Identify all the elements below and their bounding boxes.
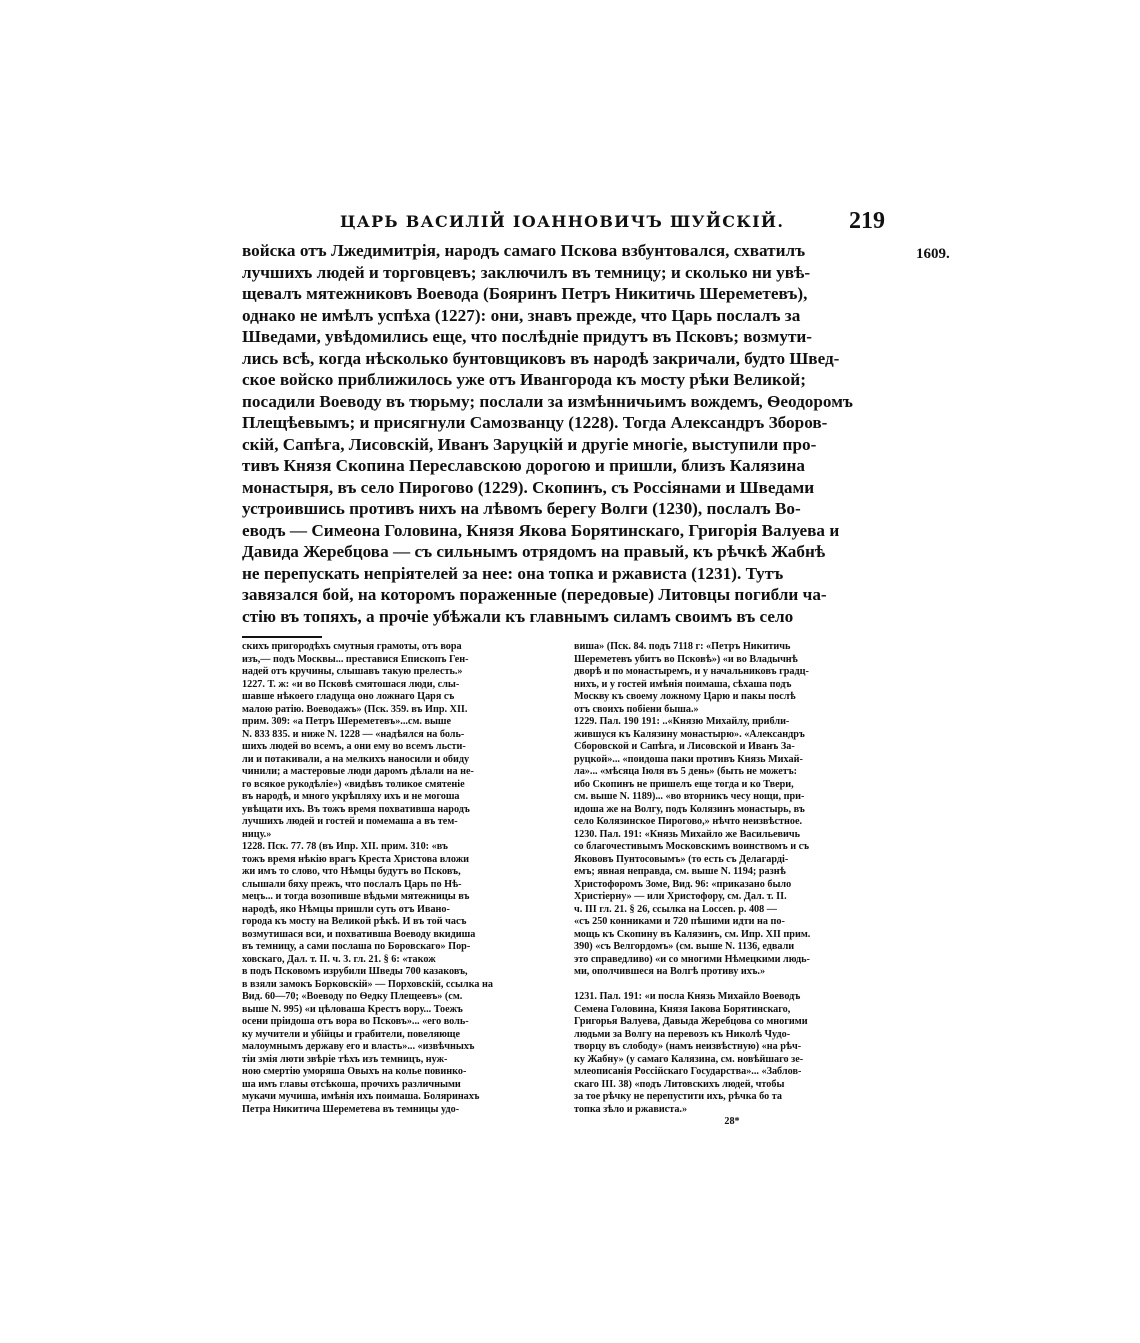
footnote-line: Шереметевъ убитъ во Псковѣ») «и во Владычнѣ — [574, 653, 798, 665]
main-text-line: Давида Жеребцова — съ сильнымъ отрядомъ на правый, къ рѣчкѣ Жабнѣ — [242, 542, 826, 561]
footnote-line: скаго III. 38) «подъ Литовскихъ людей, чтобы — [574, 1078, 785, 1090]
main-text-line: войска отъ Лжедимитрія, народъ самаго Пскова взбунтовался, схватилъ — [242, 241, 806, 260]
main-text-line: однако не имѣлъ успѣха (1227): они, знавъ прежде, что Царь послалъ за — [242, 305, 801, 325]
footnote-line: емъ; явная неправда, см. выше N. 1194; разнѣ — [574, 866, 786, 877]
footnote-line: ку мучители и убійцы и грабители, повеляюще — [242, 1028, 461, 1040]
footnote-line: дворѣ и по монастыремъ, и у начальниковъ градц- — [574, 666, 809, 677]
footnote-line: малою ратію. Воеводажъ» (Пск. 359. въ Ипр. XII. — [242, 703, 468, 715]
footnote-line: Христофоромъ Зоме, Вид. 96: «приказано было — [574, 878, 792, 890]
footnote-line: Вид. 60—70; «Воеводу по Ѳедку Плещеевъ» (см. — [242, 991, 463, 1002]
footnote-line: Москву къ своему ложному Царю и пакы послѣ — [574, 691, 796, 702]
main-text-line: лучшихъ людей и торговцевъ; заключилъ въ темницу; и сколько ни увѣ- — [242, 262, 811, 282]
footnote-line: 1229. Пал. 190 191: ..«Князю Михайлу, прибли- — [574, 716, 790, 727]
footnote-line: ницу.» — [242, 828, 272, 840]
footnote-line: Семена Головина, Князя Іакова Борятинскаго, — [574, 1003, 791, 1015]
footnote-line: ховскаго, Дал. т. II. ч. 3. гл. 21. § 6: «також — [242, 953, 436, 965]
signature-mark: 28* — [724, 1116, 740, 1127]
main-text-line: лись всѣ, когда нѣсколько бунтовщиковъ въ народѣ закричали, будто Швед- — [242, 348, 840, 368]
main-text-line: Плещѣевымъ; и присягнули Самозванцу (1228). Тогда Александръ Зборов- — [242, 413, 828, 432]
main-text-line: не перепускать непріятелей за нее: она топка и ржависта (1231). Тутъ — [242, 563, 784, 583]
footnotes-right-column — [574, 641, 890, 1129]
running-head — [340, 208, 885, 238]
running-title: ЦАРЬ ВАСИЛІЙ ІОАННОВИЧЪ ШУЙСКІЙ. — [340, 212, 785, 231]
footnote-line: возмутишася вси, и похвативша Воеводу вкидиша — [242, 928, 476, 940]
main-text-line: Шведами, увѣдомились еще, что послѣдніе придутъ въ Псковъ; возмути- — [242, 327, 813, 346]
footnote-line: чинили; а мастеровые люди даромъ дѣлали на не- — [242, 766, 474, 777]
footnote-line: прим. 309: «а Петръ Шереметевъ»...см. выше — [242, 716, 452, 727]
footnote-line: скихъ пригородѣхъ смутныя грамоты, отъ вора — [242, 641, 462, 652]
footnote-line: людьми за Волгу на перевозъ къ Николѣ Чудо- — [574, 1028, 791, 1040]
footnote-line: ша имъ главы отсѣкоша, прочихъ различными — [242, 1078, 461, 1090]
footnote-line: надей отъ кручины, слышавъ такую прелесть.» — [242, 666, 463, 677]
footnote-line: руцкой»... «поидоша паки противъ Князь Михай- — [574, 753, 803, 765]
footnote-line: ибо Скопинъ не пришелъ еще тогда и ко Твери, — [574, 778, 794, 790]
main-text-line: стію въ топяхъ, а прочіе убѣжали къ главнымъ силамъ своимъ въ село — [242, 606, 794, 626]
footnote-line: города къ мосту на Великой рѣкѣ. И въ той часъ — [242, 916, 467, 927]
footnote-separator — [242, 636, 322, 638]
footnote-line: ку Жабну» (у самаго Калязина, см. новѣйшаго зе- — [574, 1053, 804, 1065]
footnote-line — [574, 979, 890, 992]
main-text-line: ское войско приближилось уже отъ Ивангорода къ мосту рѣки Великой; — [242, 370, 806, 389]
footnote-line: шихъ людей во всемъ, а они ему во всемъ льсти- — [242, 741, 466, 752]
footnote-line: отъ своихъ побіени быша.» — [574, 703, 699, 715]
footnote-line: выше N. 995) «и цѣловаша Крестъ вору... Тоежъ — [242, 1003, 463, 1015]
footnote-line: го всякое рукодѣліе») «видѣвъ толикое смятеніе — [242, 778, 465, 790]
footnote-line: Якововъ Пунтосовымъ» (то есть съ Делагарді- — [574, 853, 789, 865]
footnote-line: слышали бяху прежъ, что послалъ Царь по Нѣ- — [242, 878, 462, 890]
main-text-line: посадили Воеводу въ тюрьму; послали за измѣнничьимъ вождемъ, Ѳеодоромъ — [242, 391, 853, 411]
footnote-line: 1227. Т. ж: «и во Псковѣ смятошася люди, слы- — [242, 678, 460, 690]
footnote-line: 1228. Пск. 77. 78 (въ Ипр. XII. прим. 310: «въ — [242, 841, 448, 852]
footnote-line: ною смертію уморяша Овыхъ на колье повинко- — [242, 1066, 467, 1077]
footnote-line: нихъ, и у гостей имѣнія поимаша, сѣхаша подъ — [574, 678, 792, 690]
main-text-line: тивъ Князя Скопина Переславскою дорогою и пришли, близъ Калязина — [242, 456, 805, 475]
main-text-line: еводъ — Симеона Головина, Князя Якова Борятинскаго, Григорія Валуева и — [242, 520, 840, 540]
footnote-line: творцу въ слободу» (намъ неизвѣстную) «на рѣч- — [574, 1041, 802, 1052]
footnote-line: въ народѣ, и много укрѣпляху ихъ и не могоша — [242, 791, 460, 802]
footnote-line: Григорья Валуева, Давыда Жеребцова со многими — [574, 1016, 808, 1027]
footnote-line: N. 833 835. и ниже N. 1228 — «надѣялся на боль- — [242, 728, 465, 740]
footnote-line: ч. III гл. 21. § 26, ссылка на Loccen. p. 408 — — [574, 903, 777, 915]
main-text-line: щевалъ мятежниковъ Воевода (Бояринъ Петръ Никитичь Шереметевъ), — [242, 284, 808, 303]
footnote-line: топка зѣло и ржависта.» — [574, 1103, 688, 1115]
footnote-line: лучшихъ людей и гостей и помемаша а въ тем- — [242, 816, 458, 827]
footnote-line: 390) «съ Велгордомъ» (см. выше N. 1136, едвали — [574, 941, 795, 952]
margin-year: 1609. — [916, 246, 950, 262]
footnote-line: увѣщати ихъ. Въ тожъ время похвативша народъ — [242, 803, 470, 815]
footnote-line: въ темницу, а сами послаша по Боровскаго» Пор- — [242, 941, 471, 952]
footnote-line: со благочестивымъ Московскимъ воинствомъ и съ — [574, 841, 810, 852]
footnote-line: «съ 250 конниками и 720 пѣшими идти на по- — [574, 916, 785, 927]
footnotes-left-column — [242, 641, 560, 1116]
main-text-line: завязался бой, на которомъ пораженные (передовые) Литовцы погибли ча- — [242, 585, 827, 604]
footnote-line: ми, ополчившеся на Волгѣ противу ихъ.» — [574, 966, 766, 977]
footnote-line: Сборовской и Сапѣга, и Лисовской и Иванъ За- — [574, 741, 795, 752]
footnote-line: мощь къ Скопину въ Калязинъ, см. Ипр. XII прим. — [574, 928, 811, 940]
page-number: 219 — [849, 208, 885, 234]
footnote-line: малоумнымъ державу его и власть»... «извѣчныхъ — [242, 1041, 475, 1052]
footnote-line: жившуся къ Калязину монастырю». «Александръ — [574, 728, 805, 740]
footnote-line: тожъ время нѣкію врагъ Креста Христова вложи — [242, 853, 469, 865]
footnote-line: ли и потакивали, а на мелкихъ наносили и обиду — [242, 753, 470, 765]
footnote-line: изъ,— подъ Москвы... преставися Епископъ Ген- — [242, 653, 469, 665]
footnote-line: Христіерну» — или Христофору, см. Дал. т. II. — [574, 891, 787, 902]
footnote-line: см. выше N. 1189)... «во вторникъ чесу нощи, при- — [574, 791, 805, 802]
main-text-line: устроившись противъ нихъ на лѣвомъ берегу Волги (1230), послалъ Во- — [242, 499, 801, 518]
main-text — [242, 240, 887, 627]
footnote-line: за тое рѣчку не перепустити ихъ, рѣчка бо та — [574, 1091, 782, 1102]
footnote-line: в взяли замокъ Борковскій» — Порховскій, ссылка на — [242, 978, 493, 990]
main-text-line: монастыря, въ село Пирогово (1229). Скопинъ, съ Россіянами и Шведами — [242, 477, 815, 497]
footnote-line: виша» (Пск. 84. подъ 7118 г: «Петръ Никитичь — [574, 641, 791, 652]
footnote-line: млеописанія Россійскаго Государства»... «Заблов- — [574, 1066, 802, 1077]
footnote-line: осени пріидоша отъ вора во Псковъ»... «его воль- — [242, 1016, 469, 1027]
footnote-line: в подъ Псковомъ изрубили Шведы 700 казаковъ, — [242, 966, 468, 977]
footnote-line: ла»... «мѣсяца Іюля въ 5 день» (быть не можетъ: — [574, 766, 798, 777]
footnote-line: мукачи мучиша, имѣнія ихъ поимаша. Боляринахъ — [242, 1091, 480, 1102]
footnote-line: 1230. Пал. 191: «Князь Михайло же Васильевичь — [574, 828, 800, 840]
footnote-line: тіи змія люти звѣріе тѣхъ изъ темницъ, нуж- — [242, 1053, 448, 1065]
footnote-line: мецъ... и тогда возопивше вѣдьми мятежницы въ — [242, 891, 470, 902]
footnote-line: народѣ, яко Нѣмцы пришли суть отъ Ивано- — [242, 903, 450, 915]
main-text-line: скій, Сапѣга, Лисовскій, Иванъ Заруцкій и другіе многіе, выступили про- — [242, 434, 817, 454]
footnote-line: шавше нѣкоего гладуща оно ложнаго Царя съ — [242, 691, 455, 702]
footnote-line: это справедливо) «и со многими Нѣмецкими людь- — [574, 953, 810, 965]
footnote-line: идоша же на Волгу, подъ Колязинъ монастырь, въ — [574, 803, 805, 815]
footnote-line: жи имъ то слово, что Нѣмцы будутъ во Псковъ, — [242, 866, 461, 877]
footnote-line: село Колязинское Пирогово,» нѣчто неизвѣстное. — [574, 816, 803, 827]
footnote-line: 1231. Пал. 191: «и посла Князь Михайло Воеводъ — [574, 991, 801, 1002]
footnote-line: Петра Никитича Шереметева въ темницы удо- — [242, 1103, 460, 1115]
